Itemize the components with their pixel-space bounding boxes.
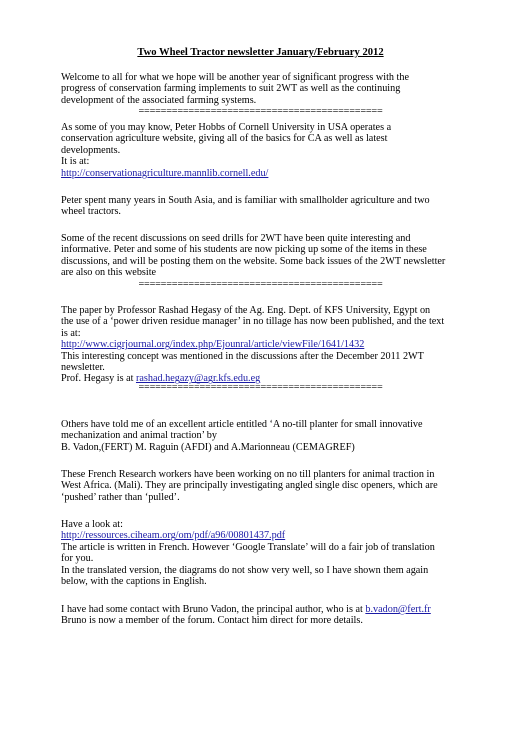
hegasy-email-link[interactable]: rashad.hegazy@agr.kfs.edu.eg (135, 373, 261, 385)
text-line: developments. (61, 144, 121, 156)
text-line: conservation agriculture website, giving all of the basics for CA as well as latest (61, 133, 388, 145)
text-line: mechanization and animal traction’ by (61, 430, 217, 442)
hobbs-paragraph (61, 122, 471, 179)
contact-paragraph (61, 604, 471, 627)
text-line: Peter spent many years in South Asia, and is familiar with smallholder agriculture and two (61, 195, 430, 206)
text-line: newsletter. (61, 362, 105, 374)
text-line: the use of a ‘power driven residue manager’ in no tillage has now been published, and the text (61, 316, 445, 328)
text-line: Others have told me of an excellent article entitled ‘A no-till planter for small innovative (61, 419, 423, 430)
text-line: In the translated version, the diagrams do not show very well, so I have shown them again (61, 564, 429, 576)
vadon-email-link[interactable]: b.vadon@fert.fr (365, 604, 431, 615)
conservation-agriculture-link[interactable]: http://conservationagriculture.mannlib.cornell.edu/ (61, 167, 269, 179)
seed-drills-paragraph (61, 233, 471, 279)
text-line: As some of you may know, Peter Hobbs of Cornell University in USA operates a (61, 122, 392, 133)
text-line: Have a look at: (61, 519, 123, 530)
text-line: The paper by Professor Rashad Hegasy of the Ag. Eng. Dept. of KFS University, Egypt on (61, 305, 431, 316)
text-line: informative. Peter and some of his students are now picking up some of the items in these (61, 244, 427, 256)
hegasy-paragraph (61, 305, 471, 385)
text-line: wheel tractors. (61, 206, 121, 218)
french-paragraph (61, 469, 471, 503)
text-line: are also on this website (61, 267, 157, 279)
text-line: These French Research workers have been working on no till planters for animal traction in (61, 469, 435, 480)
text-line: progress of conservation farming implements to suit 2WT as well as the continuing (61, 83, 401, 95)
look-paragraph (61, 519, 471, 587)
peter-paragraph (61, 195, 471, 218)
text-line: discussions, and will be posting them on the website. Some back issues of the 2WT newsletter (61, 255, 446, 267)
text-line: for you. (61, 553, 94, 565)
contact-prefix: I have had some contact with Bruno Vadon, the principal author, who is at (61, 604, 366, 615)
text-line: Bruno is now a member of the forum. Contact him direct for more details. (61, 615, 363, 627)
text-line: below, with the captions in English. (61, 576, 207, 588)
text-line: B. Vadon,(FERT) M. Raguin (AFDI) and A.Marionneau (CEMAGREF) (61, 441, 355, 453)
ciheam-pdf-link[interactable]: http://ressources.ciheam.org/om/pdf/a96/00801437.pdf (61, 530, 286, 542)
section-separator: ============================================ (138, 106, 383, 117)
text-line: development of the associated farming systems. (61, 94, 257, 106)
intro-paragraph (61, 72, 471, 106)
section-separator: ============================================ (138, 279, 383, 290)
text-line: It is at: (61, 156, 90, 168)
email-prefix: Prof. Hegasy is at (61, 373, 136, 385)
text-line: The article is written in French. However ‘Google Translate’ will do a fair job of translation (61, 541, 435, 553)
text-line: Welcome to all for what we hope will be another year of significant progress with the (61, 72, 409, 83)
others-paragraph (61, 419, 471, 453)
cigr-journal-link[interactable]: http://www.cigrjournal.org/index.php/Ejounral/article/viewFile/1641/1432 (61, 339, 365, 351)
text-line: is at: (61, 327, 81, 339)
contact-line (61, 604, 471, 615)
section-separator: ============================================ (138, 382, 383, 393)
text-line: This interesting concept was mentioned in the discussions after the December 2011 2WT (61, 350, 424, 362)
text-line: Some of the recent discussions on seed drills for 2WT have been quite interesting and (61, 233, 411, 244)
text-line: West Africa. (Mali). They are principally investigating angled single disc openers, which are (61, 480, 438, 492)
text-line: ‘pushed’ rather than ‘pulled’. (61, 491, 180, 503)
newsletter-title: Two Wheel Tractor newsletter January/February 2012 (137, 47, 384, 58)
